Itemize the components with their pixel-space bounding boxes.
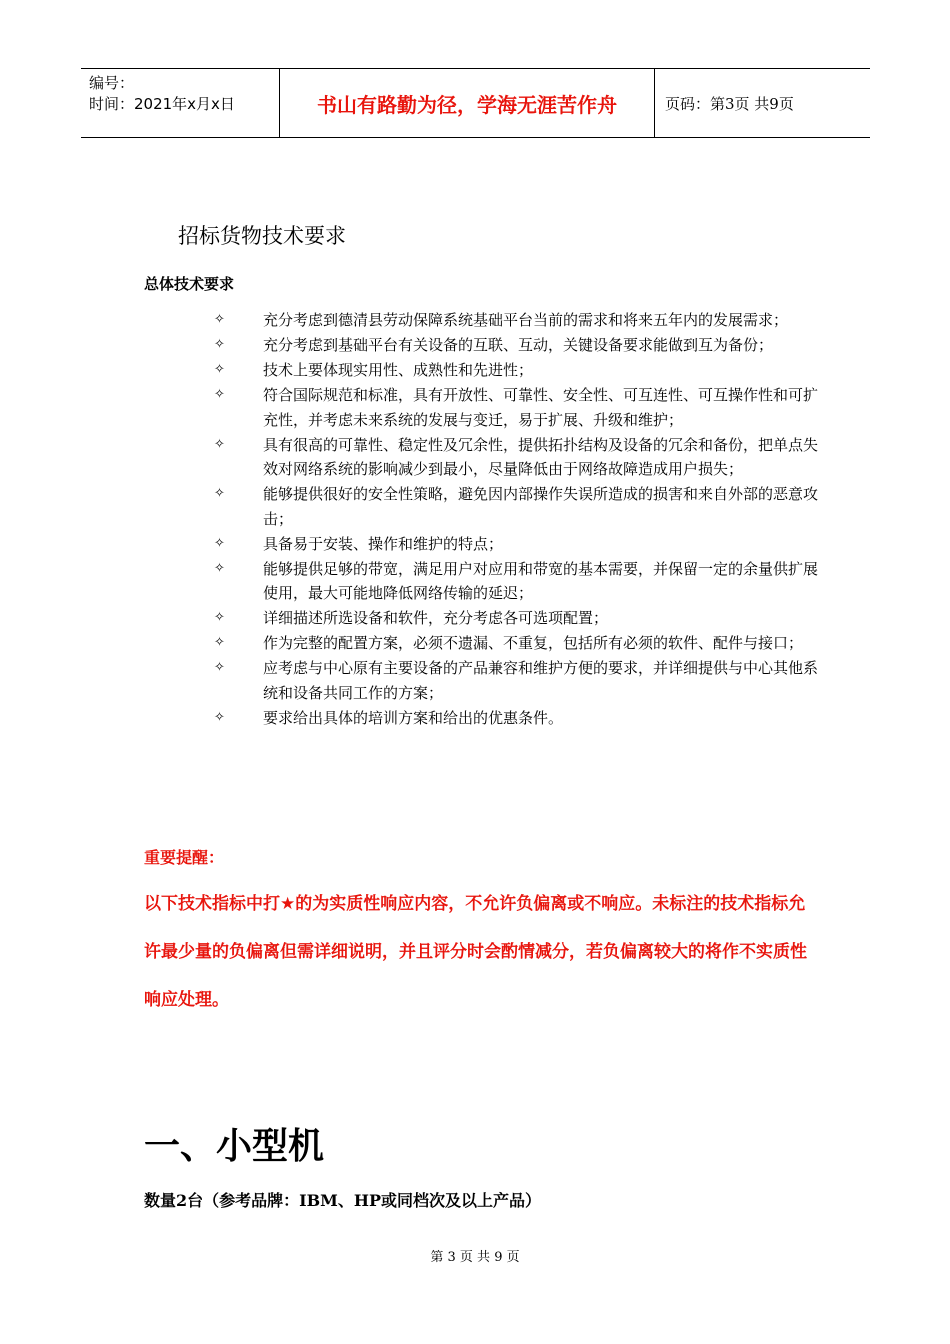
notice-title: 重要提醒： [144, 848, 225, 867]
list-item [210, 358, 820, 383]
requirement-text: 能够提供足够的带宽，满足用户对应用和带宽的基本需要，并保留一定的余量供扩展使用，最大可能地降低网络传输的延迟； [263, 559, 819, 602]
header-time: 时间：2021年x月x日 [89, 95, 235, 113]
list-item [210, 631, 820, 656]
requirement-text: 充分考虑到德清县劳动保障系统基础平台当前的需求和将来五年内的发展需求； [263, 311, 789, 329]
bullet-icon: ✧ [214, 436, 225, 452]
page-footer: 第 3 页 共 9 页 [430, 1250, 520, 1265]
list-item [210, 606, 820, 631]
page-header [81, 68, 870, 138]
bullet-icon: ✧ [214, 312, 225, 327]
requirement-text: 具备易于安装、操作和维护的特点； [263, 534, 504, 553]
bullet-icon: ✧ [214, 486, 225, 501]
list-item [210, 433, 820, 482]
list-item [210, 308, 820, 333]
requirement-text: 详细描述所选设备和软件，充分考虑各可选项配置； [263, 609, 609, 627]
quantity-line: 数量2台（参考品牌：IBM、HP或同档次及以上产品） [144, 1191, 542, 1210]
requirements-list [210, 308, 820, 731]
bullet-icon: ✧ [214, 535, 225, 551]
requirement-text: 技术上要体现实用性、成熟性和先进性； [263, 361, 534, 379]
bullet-icon: ✧ [214, 709, 225, 725]
list-item [210, 557, 820, 606]
requirement-text: 应考虑与中心原有主要设备的产品兼容和维护方便的要求，并详细提供与中心其他系统和设备共同工作的方案； [263, 659, 819, 702]
bullet-icon: ✧ [214, 362, 225, 377]
bullet-icon: ✧ [214, 560, 225, 576]
bullet-icon: ✧ [214, 610, 225, 625]
requirement-text: 作为完整的配置方案，必须不遗漏、不重复，包括所有必须的软件、配件与接口； [263, 634, 804, 652]
requirement-text: 能够提供很好的安全性策略，避免因内部操作失误所造成的损害和来自外部的恶意攻击； [263, 485, 819, 528]
header-number: 编号： [89, 74, 135, 92]
bullet-icon: ✧ [214, 387, 225, 402]
requirement-text: 充分考虑到基础平台有关设备的互联、互动，关键设备要求能做到互为备份； [263, 336, 774, 354]
notice-body: 以下技术指标中打★的为实质性响应内容，不允许负偏离或不响应。未标注的技术指标允许最少量的负偏离但需详细说明，并且评分时会酌情减分，若负偏离较大的将作不实质性响应处理。 [144, 894, 807, 1010]
list-item [210, 706, 820, 731]
header-page-info: 页码：第3页 共9页 [665, 94, 794, 113]
document-title: 招标货物技术要求 [178, 224, 346, 248]
requirement-text: 符合国际规范和标准，具有开放性、可靠性、安全性、可互连性、可互操作性和可扩充性，并考虑未来系统的发展与变迁，易于扩展、升级和维护； [263, 386, 819, 429]
list-item [210, 383, 820, 432]
requirement-text: 要求给出具体的培训方案和给出的优惠条件。 [263, 708, 564, 727]
list-item [210, 656, 820, 705]
section-heading: 一、小型机 [144, 1125, 325, 1167]
bullet-icon: ✧ [214, 635, 225, 650]
list-item [210, 532, 820, 557]
requirement-text: 具有很高的可靠性、稳定性及冗余性，提供拓扑结构及设备的冗余和备份，把单点失效对网络系统的影响减少到最小，尽量降低由于网络故障造成用户损失； [263, 435, 819, 478]
section-title: 总体技术要求 [144, 275, 235, 293]
bullet-icon: ✧ [214, 660, 225, 675]
list-item [210, 482, 820, 531]
bullet-icon: ✧ [214, 337, 225, 352]
header-meta [81, 69, 280, 137]
header-motto: 书山有路勤为径，学海无涯苦作舟 [280, 69, 655, 137]
list-item [210, 333, 820, 358]
